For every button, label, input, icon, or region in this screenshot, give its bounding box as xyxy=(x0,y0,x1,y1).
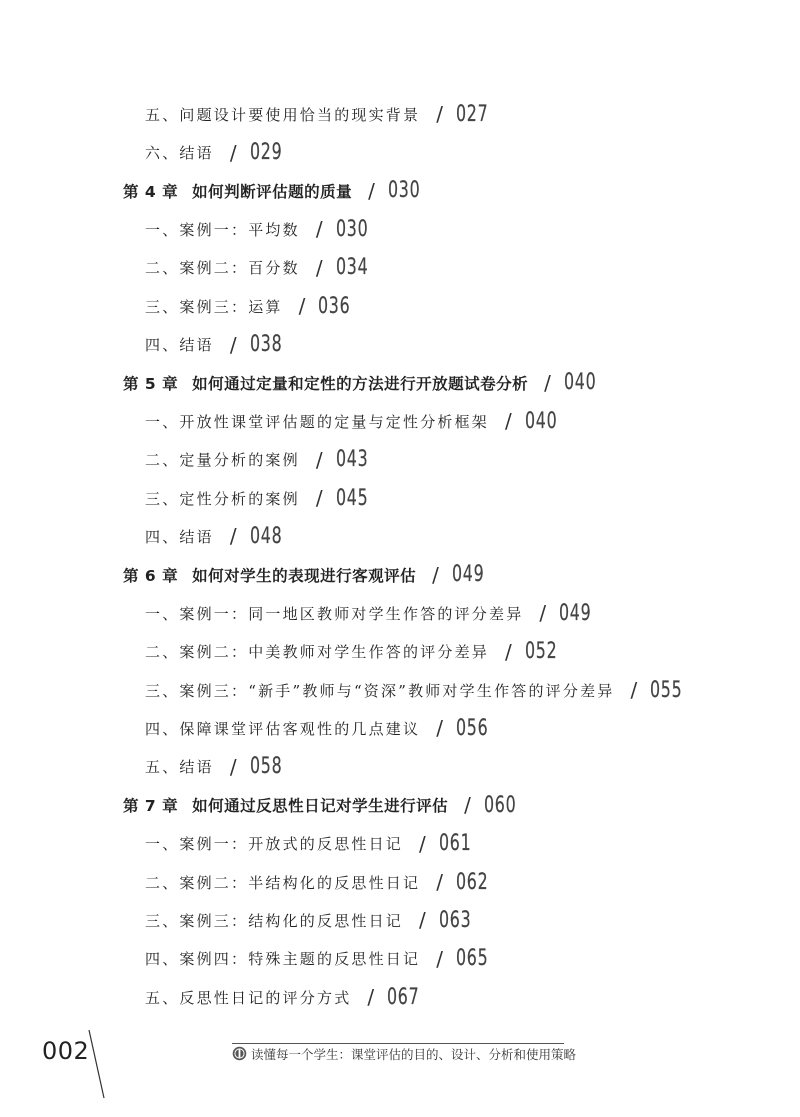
separator-slash: / xyxy=(229,140,237,165)
separator-slash: / xyxy=(505,409,512,434)
entry-title: 四、结语 xyxy=(145,336,214,355)
entry-title: 三、定性分析的案例 xyxy=(145,489,300,508)
entry-page-number: 045 xyxy=(335,485,368,511)
entry-title: 二、案例二：百分数 xyxy=(145,259,300,278)
entry-title: 四、案例四：特殊主题的反思性日记 xyxy=(145,950,421,969)
book-title: 读懂每一个学生：课堂评估的目的、设计、分析和使用策略 xyxy=(251,1047,577,1062)
page-number: 002 xyxy=(42,1037,90,1065)
separator-slash: / xyxy=(368,178,375,203)
separator-slash: / xyxy=(436,716,443,741)
entry-title: 一、案例一：开放式的反思性日记 xyxy=(145,835,404,854)
separator-slash: / xyxy=(315,255,323,280)
separator-slash: / xyxy=(436,946,443,971)
separator-slash: / xyxy=(544,370,551,395)
entry-title: 如何通过定量和定性的方法进行开放题试卷分析 xyxy=(192,374,529,393)
entry-title: 如何判断评估题的质量 xyxy=(192,182,353,201)
chapter-number: 第 4 章 xyxy=(123,182,179,201)
entry-page-number: 043 xyxy=(335,447,368,473)
entry-page-number: 034 xyxy=(335,255,368,281)
entry-title: 一、开放性课堂评估题的定量与定性分析框架 xyxy=(145,412,490,431)
entry-page-number: 049 xyxy=(559,600,592,626)
entry-title: 二、案例二：半结构化的反思性日记 xyxy=(145,873,421,892)
entry-title: 五、反思性日记的评分方式 xyxy=(145,988,352,1007)
entry-page-number: 040 xyxy=(563,370,597,396)
separator-slash: / xyxy=(298,294,306,319)
entry-page-number: 052 xyxy=(524,639,558,665)
entry-title: 四、结语 xyxy=(145,527,214,546)
separator-slash: / xyxy=(464,793,471,818)
separator-slash: / xyxy=(539,601,547,626)
separator-slash: / xyxy=(432,562,439,587)
entry-page-number: 036 xyxy=(318,293,351,319)
entry-page-number: 065 xyxy=(455,946,489,972)
entry-title: 五、问题设计要使用恰当的现实背景 xyxy=(145,105,421,124)
entry-page-number: 058 xyxy=(249,754,282,780)
entry-page-number: 061 xyxy=(438,831,472,857)
entry-page-number: 038 xyxy=(249,332,282,358)
separator-slash: / xyxy=(315,217,323,242)
separator-slash: / xyxy=(229,332,237,357)
entry-title: 五、结语 xyxy=(145,758,214,777)
separator-slash: / xyxy=(505,639,512,664)
entry-title: 如何通过反思性日记对学生进行评估 xyxy=(192,797,449,816)
chapter-number: 第 5 章 xyxy=(123,374,179,393)
entry-page-number: 030 xyxy=(387,178,421,204)
entry-title: 四、保障课堂评估客观性的几点建议 xyxy=(145,719,421,738)
entry-page-number: 055 xyxy=(650,677,683,703)
separator-slash: / xyxy=(436,870,443,894)
entry-title: 一、案例一：同一地区教师对学生作答的评分差异 xyxy=(145,604,524,623)
entry-page-number: 062 xyxy=(455,869,489,895)
entry-page-number: 056 xyxy=(455,715,489,741)
entry-page-number: 060 xyxy=(483,792,517,818)
book-logo-icon xyxy=(232,1046,247,1061)
entry-title: 如何对学生的表现进行客观评估 xyxy=(192,566,417,585)
entry-title: 一、案例一：平均数 xyxy=(145,220,300,239)
footer-rule xyxy=(232,1043,564,1044)
entry-page-number: 029 xyxy=(249,140,282,166)
chapter-number: 第 7 章 xyxy=(123,797,179,816)
separator-slash: / xyxy=(436,102,443,127)
entry-title: 三、案例三：结构化的反思性日记 xyxy=(145,911,404,930)
separator-slash: / xyxy=(229,754,237,779)
separator-slash: / xyxy=(630,678,638,703)
separator-slash: / xyxy=(367,985,375,1010)
entry-page-number: 040 xyxy=(524,408,558,434)
entry-page-number: 049 xyxy=(451,562,485,588)
entry-title: 二、案例二：中美教师对学生作答的评分差异 xyxy=(145,643,490,662)
entry-title: 二、定量分析的案例 xyxy=(145,451,300,470)
entry-title: 三、案例三：运算 xyxy=(145,297,283,316)
separator-slash: / xyxy=(229,524,237,549)
separator-slash: / xyxy=(315,447,323,472)
entry-page-number: 048 xyxy=(249,523,282,549)
entry-title: 六、结语 xyxy=(145,144,214,163)
entry-title: 三、案例三：“新手”教师与“资深”教师对学生作答的评分差异 xyxy=(145,681,615,700)
chapter-number: 第 6 章 xyxy=(123,566,179,585)
entry-page-number: 030 xyxy=(335,216,368,242)
separator-slash: / xyxy=(419,908,426,933)
entry-page-number: 063 xyxy=(438,907,472,933)
separator-slash: / xyxy=(315,486,323,511)
entry-page-number: 027 xyxy=(455,101,489,127)
entry-page-number: 067 xyxy=(387,984,420,1010)
separator-slash: / xyxy=(419,831,426,856)
